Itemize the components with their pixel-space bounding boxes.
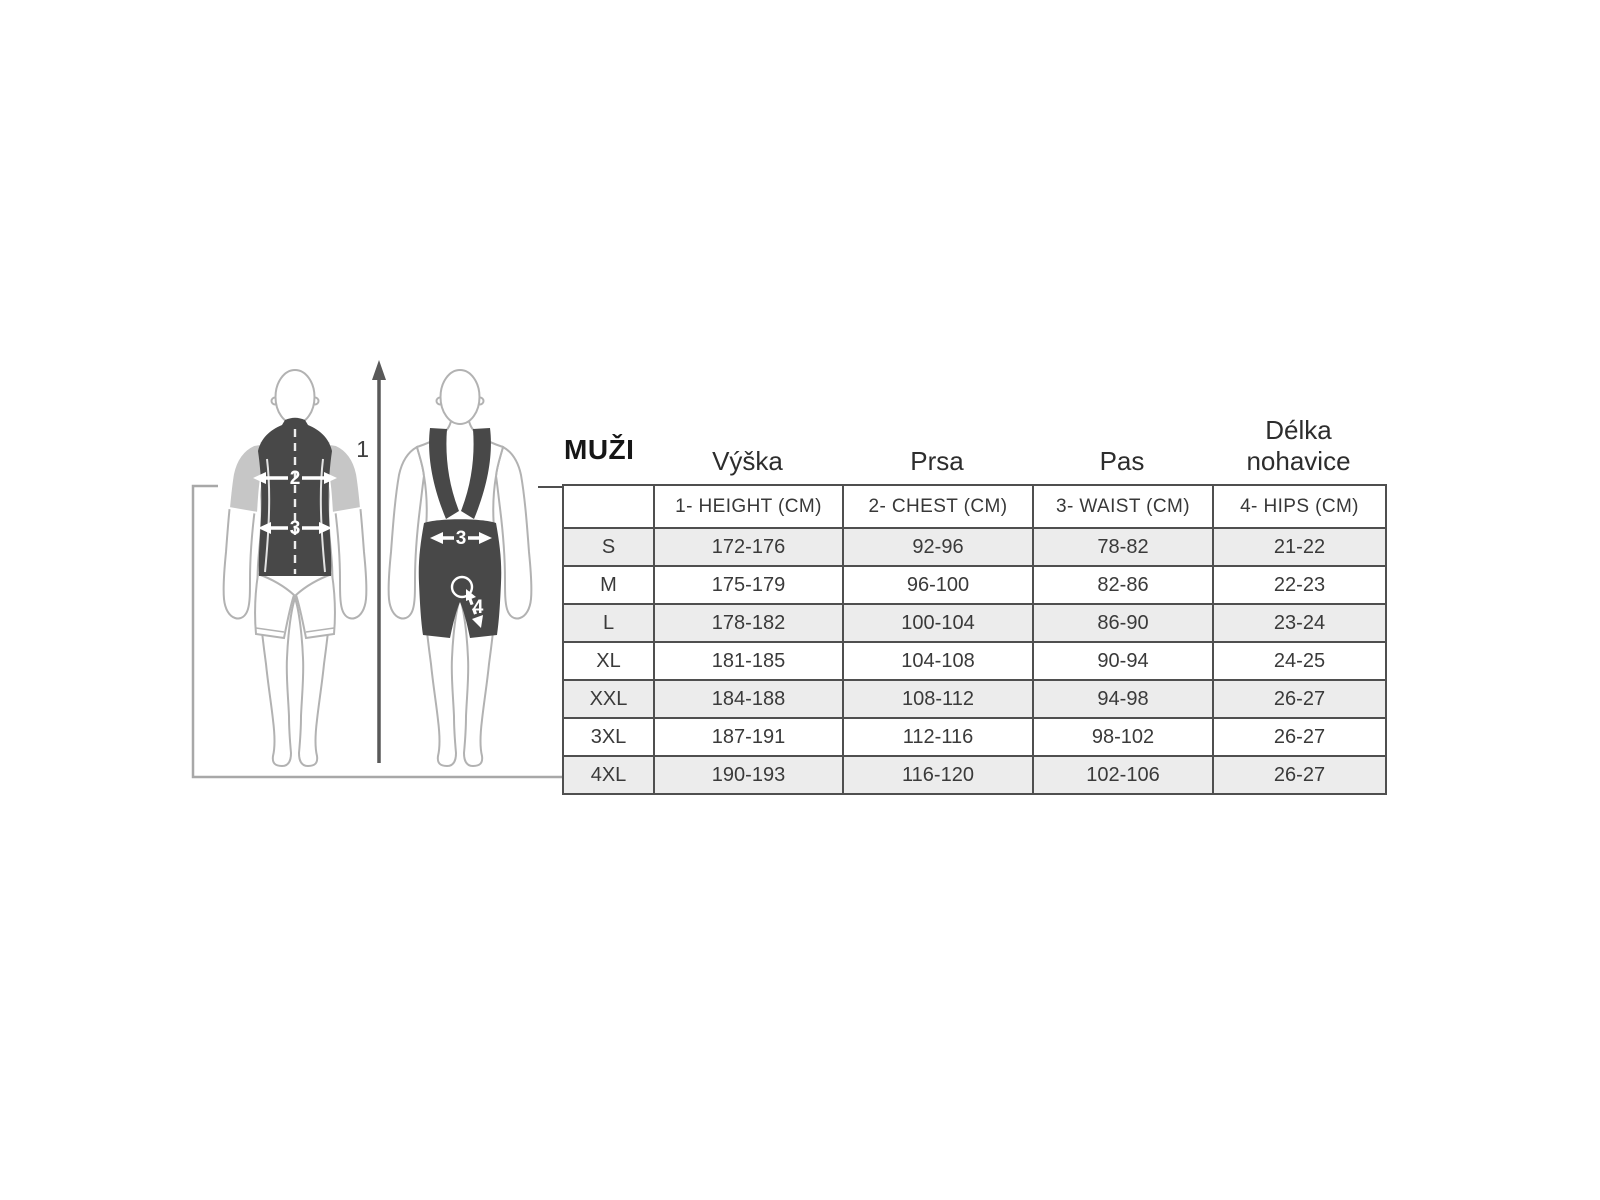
table-header-row — [538, 415, 1385, 488]
value-cell: 175-179 — [654, 566, 843, 604]
header-prsa: Prsa — [910, 446, 964, 476]
value-cell: 187-191 — [654, 718, 843, 756]
table-row — [563, 642, 1386, 680]
value-cell: 184-188 — [654, 680, 843, 718]
value-cell: 82-86 — [1033, 566, 1213, 604]
value-cell: 104-108 — [843, 642, 1033, 680]
column-header: 4- HIPS (CM) — [1213, 485, 1386, 528]
size-cell: XXL — [563, 680, 654, 718]
size-cell: M — [563, 566, 654, 604]
value-cell: 24-25 — [1213, 642, 1386, 680]
table-row — [563, 718, 1386, 756]
size-cell: S — [563, 528, 654, 566]
header-pas: Pas — [1099, 446, 1145, 476]
value-cell: 112-116 — [843, 718, 1033, 756]
bib-waist-marker-label: 3 — [455, 528, 467, 549]
size-cell: L — [563, 604, 654, 642]
value-cell: 102-106 — [1033, 756, 1213, 794]
value-cell: 22-23 — [1213, 566, 1386, 604]
value-cell: 172-176 — [654, 528, 843, 566]
size-table — [562, 484, 1387, 795]
value-cell: 181-185 — [654, 642, 843, 680]
value-cell: 90-94 — [1033, 642, 1213, 680]
figure-bib-shorts — [389, 370, 532, 766]
size-cell: 4XL — [563, 756, 654, 794]
column-header: 3- WAIST (CM) — [1033, 485, 1213, 528]
value-cell: 21-22 — [1213, 528, 1386, 566]
value-cell: 94-98 — [1033, 680, 1213, 718]
value-cell: 116-120 — [843, 756, 1033, 794]
value-cell: 26-27 — [1213, 680, 1386, 718]
table-row — [563, 756, 1386, 794]
value-cell: 96-100 — [843, 566, 1033, 604]
header-delka-nohavice: Délka nohavice — [1246, 415, 1351, 476]
table-subheader-row — [563, 485, 1386, 528]
value-cell: 190-193 — [654, 756, 843, 794]
header-vyska: Výška — [712, 446, 783, 476]
value-cell: 100-104 — [843, 604, 1033, 642]
value-cell: 108-112 — [843, 680, 1033, 718]
value-cell: 23-24 — [1213, 604, 1386, 642]
size-cell: XL — [563, 642, 654, 680]
size-cell: 3XL — [563, 718, 654, 756]
value-cell: 26-27 — [1213, 756, 1386, 794]
page-title: MUŽI — [564, 434, 635, 465]
value-cell: 86-90 — [1033, 604, 1213, 642]
table-row — [563, 680, 1386, 718]
value-cell: 26-27 — [1213, 718, 1386, 756]
column-header: 2- CHEST (CM) — [843, 485, 1033, 528]
value-cell: 98-102 — [1033, 718, 1213, 756]
corner-cell — [563, 485, 654, 528]
hips-marker-label: 4 — [472, 597, 484, 618]
value-cell: 78-82 — [1033, 528, 1213, 566]
value-cell: 178-182 — [654, 604, 843, 642]
height-marker-label: 1 — [356, 436, 369, 462]
table-row — [563, 604, 1386, 642]
figure-jersey — [224, 370, 367, 766]
column-header: 1- HEIGHT (CM) — [654, 485, 843, 528]
waist-marker-label: 3 — [289, 518, 301, 539]
table-row — [563, 528, 1386, 566]
chest-marker-label: 2 — [289, 468, 301, 489]
table-row — [563, 566, 1386, 604]
value-cell: 92-96 — [843, 528, 1033, 566]
